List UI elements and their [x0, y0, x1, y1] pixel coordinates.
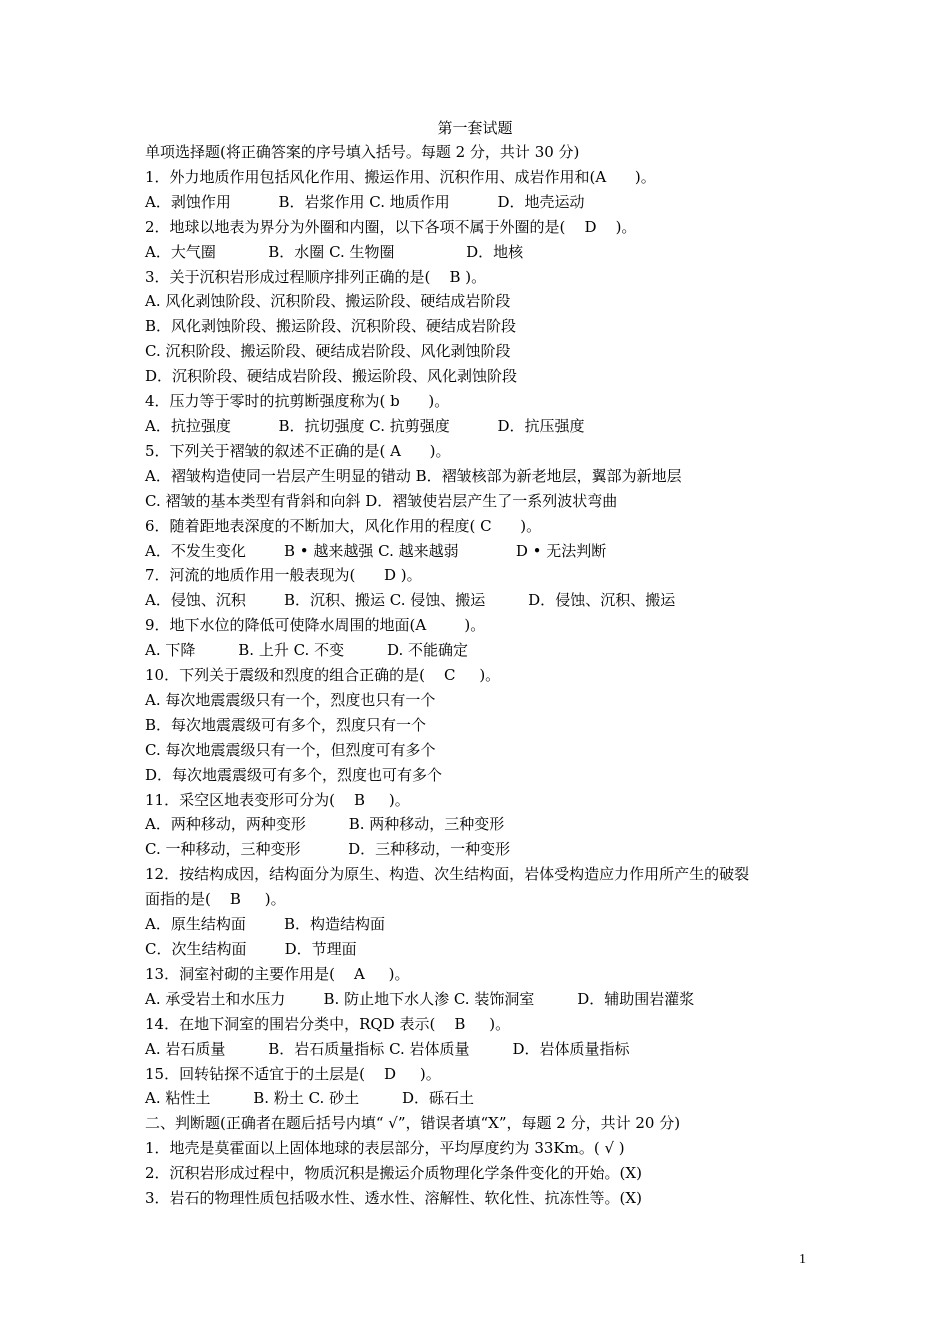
text-line: A．侵蚀、沉积 B．沉积、搬运 C. 侵蚀、搬运 D．侵蚀、沉积、搬运 — [145, 591, 676, 610]
text-line: C. 每次地震震级只有一个，但烈度可有多个 — [145, 740, 436, 759]
text-line: B．每次地震震级可有多个，烈度只有一个 — [145, 715, 427, 734]
text-line: 6．随着距地表深度的不断加大，风化作用的程度( C )。 — [145, 516, 542, 535]
text-line: A．抗拉强度 B．抗切强度 C. 抗剪强度 D．抗压强度 — [145, 416, 585, 435]
document-body — [145, 140, 815, 1211]
text-line: B．风化剥蚀阶段、搬运阶段、沉积阶段、硬结成岩阶段 — [145, 317, 517, 336]
text-line: D．沉积阶段、硬结成岩阶段、搬运阶段、风化剥蚀阶段 — [145, 367, 518, 386]
text-line: A. 承受岩土和水压力 B. 防止地下水人渗 C. 装饰洞室 D．辅助围岩灌浆 — [145, 989, 695, 1008]
text-line: 15．回转钻探不适宜于的土层是( D )。 — [145, 1064, 441, 1083]
text-line: A．不发生变化 B • 越来越强 C. 越来越弱 D • 无法判断 — [145, 541, 607, 560]
text-line: 1．地壳是莫霍面以上固体地球的表层部分，平均厚度约为 33Km。( √ ) — [145, 1139, 625, 1158]
document-title: 第一套试题 — [437, 119, 513, 137]
text-line: 2．地球以地表为界分为外圈和内圈，以下各项不属于外圈的是( D )。 — [145, 217, 637, 236]
text-line: A. 粘性土 B. 粉土 C. 砂土 D．砾石土 — [145, 1089, 475, 1108]
text-line: 13．洞室衬砌的主要作用是( A )。 — [145, 964, 410, 983]
text-line: 3．关于沉积岩形成过程顺序排列正确的是( B )。 — [145, 267, 487, 286]
text-line: 10．下列关于震级和烈度的组合正确的是( C )。 — [145, 666, 501, 685]
text-line: A. 风化剥蚀阶段、沉积阶段、搬运阶段、硬结成岩阶段 — [145, 292, 511, 311]
text-line: C. 褶皱的基本类型有背斜和向斜 D．褶皱使岩层产生了一系列波状弯曲 — [145, 491, 618, 510]
text-line: A．大气圈 B．水圈 C. 生物圈 D．地核 — [145, 242, 524, 261]
text-line: 面指的是( B )。 — [145, 890, 286, 909]
text-line: 3．岩石的物理性质包括吸水性、透水性、溶解性、软化性、抗冻性等。(X) — [145, 1189, 642, 1208]
text-line: 单项选择题(将正确答案的序号填入括号。每题 2 分，共计 30 分) — [145, 143, 580, 161]
text-line: 14．在地下洞室的围岩分类中，RQD 表示( B )。 — [145, 1014, 511, 1033]
text-line: A．褶皱构造使同一岩层产生明显的错动 B．褶皱核部为新老地层，翼部为新地层 — [145, 466, 682, 485]
text-line: A. 岩石质量 B．岩石质量指标 C. 岩体质量 D．岩体质量指标 — [145, 1039, 630, 1058]
text-line: 1．外力地质作用包括风化作用、搬运作用、沉积作用、成岩作用和(A )。 — [145, 167, 656, 186]
text-line: C．次生结构面 D．节理面 — [145, 940, 357, 958]
text-line: A. 下降 B. 上升 C. 不变 D. 不能确定 — [145, 641, 469, 660]
text-line: C. 一种移动，三种变形 D．三种移动，一种变形 — [145, 840, 511, 859]
text-line: 二、判断题(正确者在题后括号内填“ √”，错误者填“X”，每题 2 分，共计 20 分) — [145, 1114, 681, 1133]
text-line: A．剥蚀作用 B．岩浆作用 C. 地质作用 D．地壳运动 — [145, 192, 585, 211]
page-number: 1 — [799, 1252, 806, 1267]
text-line: A. 每次地震震级只有一个，烈度也只有一个 — [145, 690, 436, 709]
text-line: 5．下列关于褶皱的叙述不正确的是( A )。 — [145, 441, 451, 460]
text-line: 4．压力等于零时的抗剪断强度称为( b )。 — [145, 392, 450, 411]
text-line: 2．沉积岩形成过程中，物质沉积是搬运介质物理化学条件变化的开始。(X) — [145, 1164, 642, 1183]
text-line: 9．地下水位的降低可使降水周围的地面(A )。 — [145, 616, 486, 635]
text-line: A．两种移动，两种变形 B. 两种移动，三种变形 — [145, 815, 505, 834]
text-line: C. 沉积阶段、搬运阶段、硬结成岩阶段、风化剥蚀阶段 — [145, 342, 511, 361]
text-line: 11．采空区地表变形可分为( B )。 — [145, 790, 410, 809]
text-line: D．每次地震震级可有多个，烈度也可有多个 — [145, 765, 443, 784]
text-line: 7．河流的地质作用一般表现为( D )。 — [145, 566, 422, 585]
text-line: A．原生结构面 B．构造结构面 — [145, 915, 386, 934]
text-line: 12．按结构成因，结构面分为原生、构造、次生结构面，岩体受构造应力作用所产生的破裂 — [145, 865, 750, 884]
